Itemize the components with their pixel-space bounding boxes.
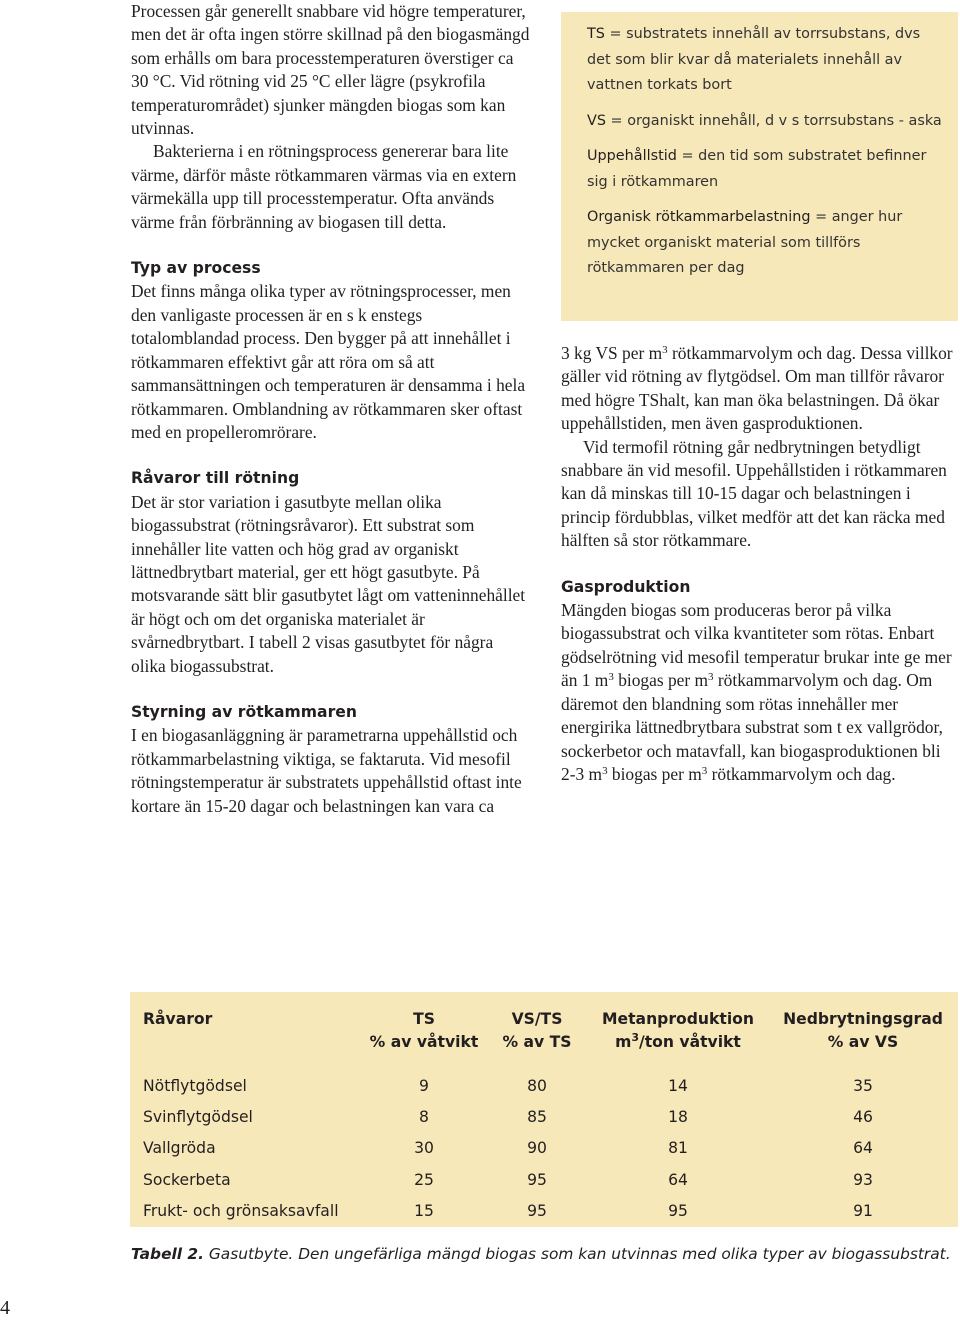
fact-term: TS: [587, 26, 605, 42]
cell-degradation: 35: [853, 1076, 873, 1095]
cell-degradation: 64: [853, 1139, 873, 1158]
fact-item-loading: [587, 205, 944, 282]
gas-yield-table-box: [130, 992, 958, 1227]
cell-vs-ts: 85: [527, 1108, 547, 1127]
caption-label: Tabell 2.: [131, 1245, 204, 1263]
paragraph-gas-production: Mängden biogas som produceras beror på vilka biogassubstrat och vilka kvantiteter som rötas. Enbart gödselrötning vid mesofil temperatur brukar inte ge mer än 1 $m^3$ biogas per $m^3$ rötkammarvolym och dag. Om däremot den blandning som rötas innehåller mer energirika lättnedbrytbara substrat som t ex vallgrödor, sockerbetor och matavfall, kan biogasproduktionen bli 2-3 $m^3$ biogas per $m^3$ rötkammarvolym och dag.: [561, 600, 952, 784]
heading-process-type: Typ av process: [131, 259, 261, 278]
paragraph-loading: 3 kg VS per $m^3$ rötkammarvolym och dag. Dessa villkor gäller vid rötning av flytgödsel. Om man tillför råvaror med högre TShalt, kan man öka belastningen. Då ökar uppehållstiden, men även gasproduktionen.: [561, 343, 953, 434]
left-column: [131, 0, 531, 818]
paragraph-control: I en biogasanläggning är parametrarna uppehållstid och rötkammarbelastning viktiga, se faktaruta. Vid mesofil rötningstemperatur är substratets uppehållstid oftast inte kortare än 15-20 dagar och belastningen kan vara ca: [131, 725, 522, 816]
cell-name: Sockerbeta: [143, 1170, 231, 1189]
gas-yield-table: [143, 1008, 955, 1227]
heading-control: Styrning av rötkammaren: [131, 702, 357, 721]
fact-text: = anger hur mycket organiskt material som tillförs rötkammaren per dag: [587, 209, 903, 276]
cell-name: Svinflytgödsel: [143, 1108, 253, 1127]
fact-item-retention: [587, 144, 944, 195]
cell-vs-ts: 95: [527, 1202, 547, 1221]
paragraph-process-type: Det finns många olika typer av rötningsprocesser, men den vanligaste processen är en s k enstegs totalomblandad process. Den bygger på att innehållet i rötkammaren effektivt går att röra om så att sammansättningen och temperaturen är densamma i hela rötkammaren. Omblandning av rötkammaren sker oftast med en propelleromrörare.: [131, 281, 526, 442]
table-caption: [131, 1243, 959, 1265]
fact-text: = substratets innehåll av torrsubstans, dvs det som blir kvar då materialets innehåll av vattnen torkats bort: [587, 26, 921, 93]
fact-text: = organiskt innehåll, d v s torrsubstans - aska: [605, 112, 942, 129]
cell-methane: 64: [668, 1170, 688, 1189]
fact-term: VS: [587, 112, 606, 129]
cell-methane: 14: [668, 1076, 688, 1095]
table-row: [143, 1196, 955, 1227]
fact-item-vs: [587, 109, 944, 135]
cell-ts: 9: [419, 1076, 429, 1095]
header-methane: Metanproduktion $m^3$/ton våtvikt: [602, 1010, 754, 1051]
cell-ts: 25: [414, 1170, 434, 1189]
table-row: [143, 1164, 955, 1195]
fact-item-ts: [587, 22, 944, 99]
cell-degradation: 91: [853, 1202, 873, 1221]
cell-methane: 18: [668, 1108, 688, 1127]
table-row: [143, 1133, 955, 1164]
cell-name: Vallgröda: [143, 1139, 216, 1158]
cell-methane: 81: [668, 1139, 688, 1158]
cell-vs-ts: 90: [527, 1139, 547, 1158]
fact-term: Organisk rötkammarbelastning: [587, 209, 811, 225]
cell-name: Frukt- och grönsaksavfall: [143, 1202, 339, 1221]
caption-text: Gasutbyte. Den ungefärliga mängd biogas som kan utvinnas med olika typer av biogassubstrat.: [203, 1245, 951, 1263]
paragraph-temperature: Processen går generellt snabbare vid högre temperaturer, men det är ofta ingen större skillnad på den biogasmängd som erhålls om bara processtemperaturen överstiger ca 30 °C. Vid rötning vid 25 °C eller lägre (psykrofila temperaturområdet) sjunker mängden biogas som kan utvinnas.: [131, 1, 530, 139]
cell-degradation: 93: [853, 1170, 873, 1189]
cell-vs-ts: 95: [527, 1170, 547, 1189]
cell-methane: 95: [668, 1202, 688, 1221]
cell-ts: 30: [414, 1139, 434, 1158]
table-row: [143, 1070, 955, 1101]
right-column: [561, 342, 959, 786]
paragraph-thermophilic: Vid termofil rötning går nedbrytningen betydligt snabbare än vid mesofil. Uppehållstiden i rötkammaren kan då minskas till 10-15 dagar och belastningen i princip fördubblas, vilket medför att det kan räcka med hälften så stor rötkammare.: [561, 436, 947, 551]
paragraph-heating: Bakterierna i en rötningsprocess genererar bara lite värme, därför måste rötkammaren värmas via en extern värmekälla upp till processtemperatur. Ofta används värme från förbränning av biogasen till detta.: [131, 141, 517, 232]
cell-vs-ts: 80: [527, 1076, 547, 1095]
heading-gas-production: Gasproduktion: [561, 577, 691, 596]
heading-raw-materials: Råvaror till rötning: [131, 469, 300, 488]
paragraph-raw-materials: Det är stor variation i gasutbyte mellan olika biogassubstrat (rötningsråvaror). Ett substrat som innehåller lite vatten och hög grad av organiskt lättnedbrytbart material, ger ett högt gasutbyte. På motsvarande sätt blir gasutbytet lågt om vatteninnehållet är högt och om det organiska materialet är svårnedbrytbart. I tabell 2 visas gasutbytet för några olika biogassubstrat.: [131, 491, 526, 676]
page-number: 4: [0, 1297, 10, 1319]
cell-ts: 15: [414, 1202, 434, 1221]
table-header-row: [143, 1008, 955, 1070]
fact-term: Uppehållstid: [587, 148, 677, 164]
header-vs-ts: VS/TS % av TS: [502, 1010, 572, 1051]
cell-degradation: 46: [853, 1108, 873, 1127]
fact-box: [561, 12, 958, 321]
cell-name: Nötflytgödsel: [143, 1076, 247, 1095]
header-ts: TS % av våtvikt: [369, 1010, 479, 1051]
header-raw-materials: Råvaror: [143, 1010, 213, 1028]
table-row: [143, 1101, 955, 1132]
cell-ts: 8: [419, 1108, 429, 1127]
header-degradation: Nedbrytningsgrad % av VS: [783, 1010, 943, 1051]
fact-text: = den tid som substratet befinner sig i rötkammaren: [587, 148, 927, 190]
